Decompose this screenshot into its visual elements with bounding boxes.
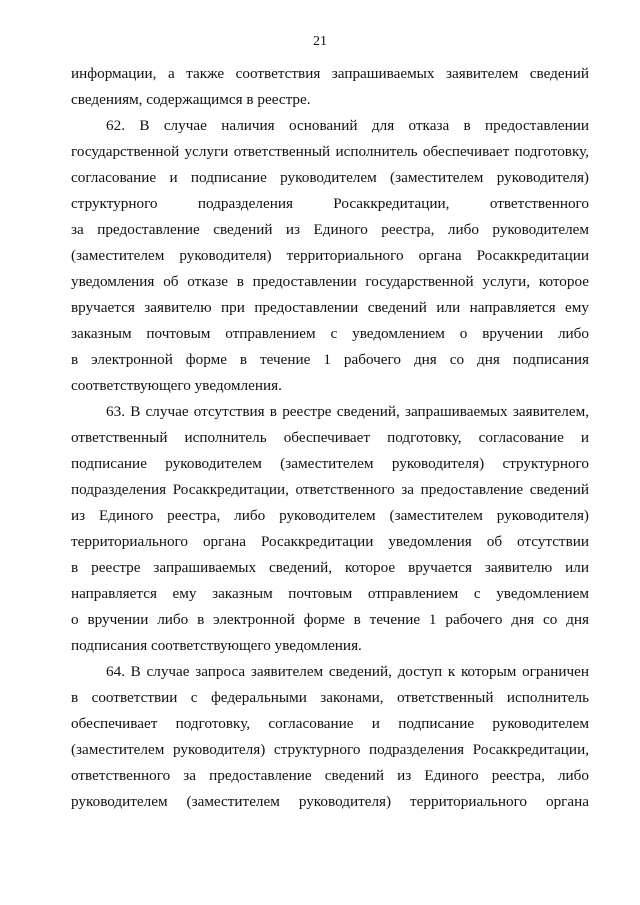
text-line: 64. В случае запроса заявителем сведений, доступ к которым ограничен (106, 663, 589, 680)
text-line: 63. В случае отсутствия в реестре сведений, запрашиваемых заявителем, (106, 403, 589, 420)
paragraph-63 (71, 399, 589, 659)
paragraph-64 (71, 659, 589, 815)
document-body (71, 61, 589, 815)
text-line: структурного подразделения Росаккредитации, ответственного (71, 195, 589, 212)
text-line: подписания соответствующего уведомления. (71, 637, 362, 654)
text-line: руководителем (заместителем руководителя) территориального органа (71, 793, 589, 810)
text-line: сведениям, содержащимся в реестре. (71, 91, 311, 108)
text-line: за предоставление сведений из Единого реестра, либо руководителем (71, 221, 589, 238)
text-line: уведомления об отказе в предоставлении государственной услуги, которое (71, 273, 589, 290)
text-line: заказным почтовым отправлением с уведомлением о вручении либо (71, 325, 589, 342)
text-line: территориального органа Росаккредитации уведомления об отсутствии (71, 533, 589, 550)
paragraph-62 (71, 113, 589, 399)
text-line: вручается заявителю при предоставлении сведений или направляется ему (71, 299, 589, 316)
text-line: согласование и подписание руководителем (заместителем руководителя) (71, 169, 589, 186)
text-line: обеспечивает подготовку, согласование и подписание руководителем (71, 715, 589, 732)
text-line: государственной услуги ответственный исполнитель обеспечивает подготовку, (71, 143, 589, 160)
text-line: подразделения Росаккредитации, ответственного за предоставление сведений (71, 481, 589, 498)
text-line: направляется ему заказным почтовым отправлением с уведомлением (71, 585, 589, 602)
text-line: ответственный исполнитель обеспечивает подготовку, согласование и (71, 429, 589, 446)
paragraph-intro-continuation (71, 61, 589, 113)
text-line: соответствующего уведомления. (71, 377, 282, 394)
text-line: (заместителем руководителя) территориального органа Росаккредитации (71, 247, 589, 264)
text-line: в соответствии с федеральными законами, ответственный исполнитель (71, 689, 589, 706)
text-line: ответственного за предоставление сведений из Единого реестра, либо (71, 767, 589, 784)
text-line: подписание руководителем (заместителем руководителя) структурного (71, 455, 589, 472)
text-line: в реестре запрашиваемых сведений, которое вручается заявителю или (71, 559, 589, 576)
text-line: о вручении либо в электронной форме в течение 1 рабочего дня со дня (71, 611, 589, 628)
page-number: 21 (313, 34, 327, 49)
text-line: информации, а также соответствия запрашиваемых заявителем сведений (71, 65, 589, 82)
text-line: в электронной форме в течение 1 рабочего дня со дня подписания (71, 351, 589, 368)
text-line: 62. В случае наличия оснований для отказа в предоставлении (106, 117, 589, 134)
text-line: (заместителем руководителя) структурного подразделения Росаккредитации, (71, 741, 589, 758)
text-line: из Единого реестра, либо руководителем (заместителем руководителя) (71, 507, 589, 524)
